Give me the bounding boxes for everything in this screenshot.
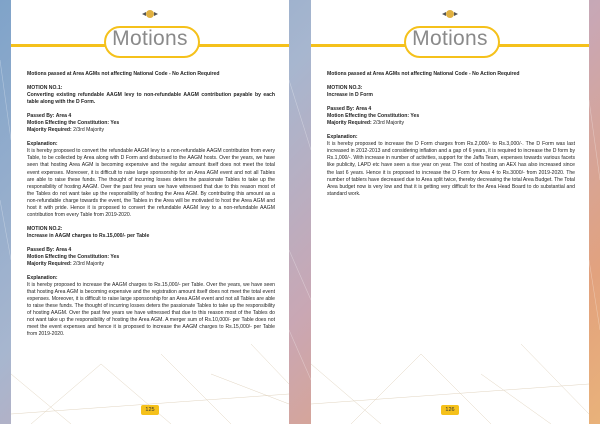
motion-subject: Converting existing refundable AAGM levy to non-refundable AAGM contribution payable by each table along with the D Form. xyxy=(27,92,275,106)
explanation-label: Explanation: xyxy=(27,275,58,282)
motion-subject: Increase in AAGM charges to Rs.15,000/- per Table xyxy=(27,232,150,239)
motion-effecting: Motion Effecting the Constitution: Yes xyxy=(327,113,420,120)
majority-row xyxy=(27,127,275,134)
motion-subject: Increase in D Form xyxy=(327,92,373,99)
passed-by: Passed By: Area 4 xyxy=(27,113,72,120)
page-right xyxy=(311,0,589,424)
page-number: 126 xyxy=(441,405,459,415)
section-heading: Motions passed at Area AGMs not affecting National Code - No Action Required xyxy=(327,71,520,77)
majority-row xyxy=(327,120,575,127)
majority-value: 2/3rd Majority xyxy=(73,261,104,268)
passed-by: Passed By: Area 4 xyxy=(327,106,372,113)
explanation-text: It is hereby proposed to convert the refundable AAGM levy to a non-refundable AAGM contribution from every Table, to be collected by Area along with D Form and disbursed to the AAGM hosts. Over the years, we have seen that hosting Area AGM is becoming expensive and the regular amount itself does not meet the total event expenses. Moreover, it is difficult to raise large sponsorship for an Area AGM event and not all Tables are able to raise these funds. The thought of incurring losses deters the passionate Tables to take up the responsibility of hosting AAGM. Over the past few years we have witnessed that due to this reason most of the Tables do not want take up the responsibility of hosting the Area AGM. By contributing this amount as a non-refundable charge towards the event, the Tables in the Area will be motivated to host the Area AGM and host it with pride. Hence it is proposed to convert the refundable AAGM levy to a non-refundable AAGM contribution from every Table from 2019-2020. xyxy=(27,148,275,218)
explanation-text: It is hereby proposed to increase the D Form charges from Rs.2,000/- to Rs.3,000/-. The D Form was last increased in 2012-2013 and considering inflation and a gap of 6 years, it is required to increase the D form by Rs.1,000/-. With increase in number of activities, support for the Jaffa Team, expenses towards various facets like publicity, LAPD etc have seen a rise year on year. The cost of hosting an AEX has also increased since the last 6 years. Hence it is proposed to increase the D Form for Area 4 to Rs.3000/- from 2019-2020. The number of tablers have decreased due to Area split twice, thereby decreasing the total Area Budget. The Total Area budget now is very low and that it is getting very difficult for the Area Head Board to do substantial and standard work. xyxy=(327,141,575,197)
header xyxy=(311,8,589,20)
majority-value: 2/3rd Majority xyxy=(73,127,104,134)
page-title: Motions xyxy=(112,27,188,50)
header xyxy=(11,8,289,20)
majority-value: 2/3rd Majority xyxy=(373,120,404,127)
motion-number: MOTION NO.2: xyxy=(27,225,63,232)
majority-label: Majority Required: xyxy=(27,127,72,134)
motion-effecting: Motion Effecting the Constitution: Yes xyxy=(27,120,120,127)
passed-by: Passed By: Area 4 xyxy=(27,246,72,253)
motion-number: MOTION NO.3: xyxy=(327,85,363,92)
majority-row xyxy=(27,261,275,268)
section-heading: Motions passed at Area AGMs not affecting National Code - No Action Required xyxy=(27,71,220,77)
motion-number: MOTION NO.1: xyxy=(27,85,63,92)
majority-label: Majority Required: xyxy=(327,120,372,127)
explanation-label: Explanation: xyxy=(27,141,58,148)
page-content xyxy=(27,71,275,339)
logo-icon xyxy=(440,8,460,20)
page-title: Motions xyxy=(412,27,488,50)
page-left xyxy=(11,0,289,424)
page-content xyxy=(327,71,575,198)
explanation-label: Explanation: xyxy=(327,134,358,141)
logo-icon xyxy=(140,8,160,20)
explanation-text: It is hereby proposed to increase the AAGM charges to Rs.15,000/- per Table. Over the years, we have seen that hosting Area AGM is becoming expensive and the registration amount itself does not meet the total event expenses. Moreover, it is difficult to raise large sponsorship for an Area AGM event and not all Tables are able to raise these funds. The thought of incurring losses deters the passionate Tables to take up the responsibility of hosting AAGM. Over the past few years we have witnessed that due to this reason most of the Tables do not want take up the responsibility of hosting the Area AGM. A merger sum of Rs.10,000/- per Table does not meet the event expenses and hence it is proposed to increase the AAGM charges to Rs.15,000/- per Table from 2019-2020. xyxy=(27,282,275,338)
page-number: 125 xyxy=(141,405,159,415)
motion-effecting: Motion Effecting the Constitution: Yes xyxy=(27,253,120,260)
majority-label: Majority Required: xyxy=(27,261,72,268)
